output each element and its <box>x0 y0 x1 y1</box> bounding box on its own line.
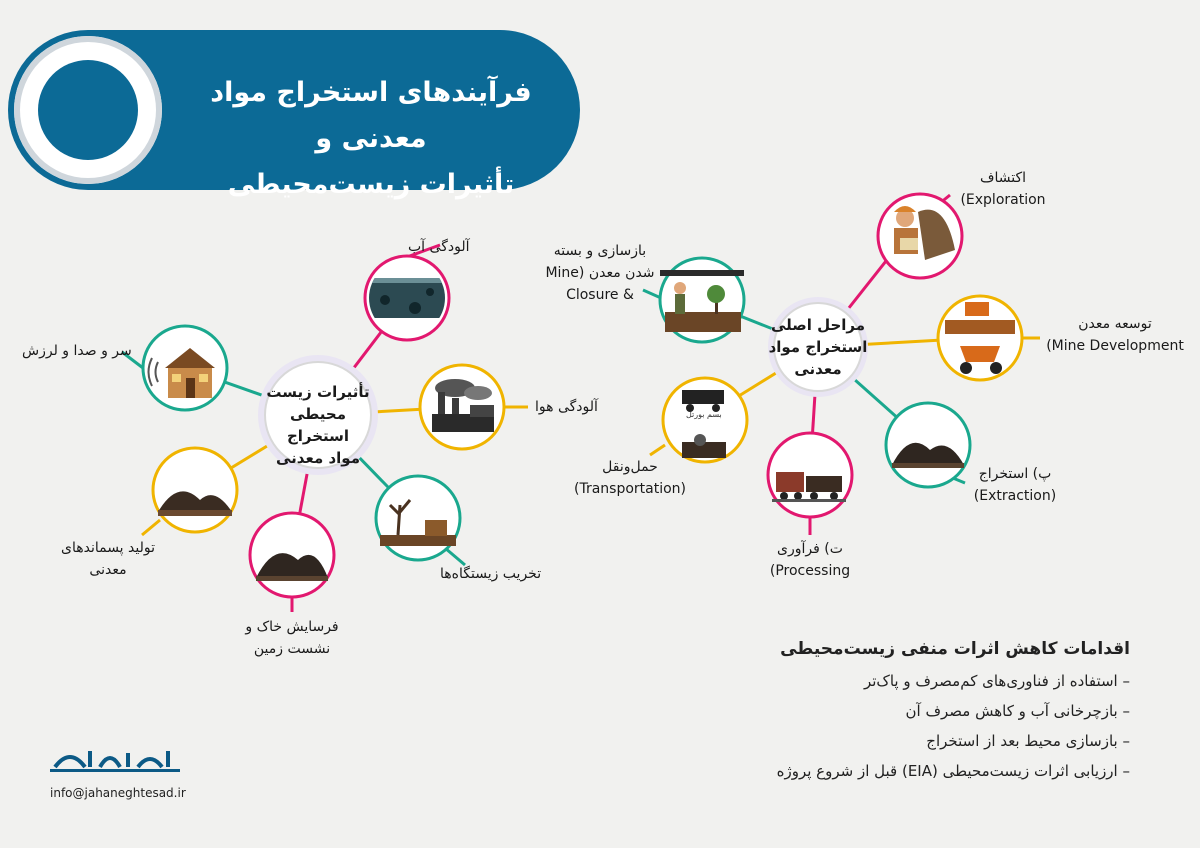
transportation-label-en: (Transportation) <box>573 481 686 497</box>
water-pollution-label: آلودگی آب <box>408 239 470 255</box>
impacts-hub-line-1: تأثیرات زیست <box>266 383 370 401</box>
impacts-hub-label <box>258 381 378 469</box>
erosion-node-ring <box>250 513 334 597</box>
mine-development-label <box>1040 313 1190 357</box>
extraction-node <box>886 403 970 487</box>
development-label-en: (Mine Development <box>1046 338 1184 354</box>
soil-erosion-label <box>232 616 352 660</box>
extraction-label-fa: پ) استخراج <box>978 466 1052 482</box>
closure-label-line-1: بازسازی و بسته <box>553 243 647 259</box>
mine-closure-node <box>660 258 744 342</box>
contact-email: info@jahaneghtesad.ir <box>50 786 186 800</box>
stages-hub-line-3: معدنی <box>794 360 842 378</box>
impacts-hub-line-3: مواد معدنی <box>276 449 360 467</box>
stages-hub-line-2: استخراج مواد <box>768 338 868 356</box>
mining-waste-node <box>153 448 237 532</box>
transportation-node <box>663 378 747 462</box>
title-line-1: فرآیندهای استخراج مواد معدنی و <box>210 77 532 154</box>
extraction-label <box>960 463 1070 507</box>
mining-waste-label <box>48 537 168 581</box>
extraction-node-ring <box>886 403 970 487</box>
habitat-destruction-label: تخریب زیستگاه‌ها <box>440 566 542 582</box>
processing-node <box>768 433 852 517</box>
stages-hub-label <box>768 314 868 380</box>
processing-label <box>750 538 870 582</box>
measures-item: – بازسازی محیط بعد از استخراج <box>926 732 1130 750</box>
waste-node-ring <box>153 448 237 532</box>
erosion-label-line-1: فرسایش خاک و <box>245 619 339 635</box>
exploration-label-fa: اکتشاف <box>979 170 1027 186</box>
noise-vibration-label: سر و صدا و لرزش <box>22 343 132 359</box>
mitigation-measures <box>690 632 1130 786</box>
air-pollution-label: آلودگی هوا <box>535 399 598 415</box>
water-pollution-node <box>365 256 449 340</box>
closure-label-line-3: Closure & <box>566 287 634 303</box>
extraction-label-en: (Extraction) <box>973 488 1057 504</box>
tail-waste <box>142 520 160 535</box>
brand-logo <box>50 745 180 781</box>
noise-vibration-node <box>143 326 227 410</box>
processing-label-en: (Processing <box>769 563 851 579</box>
measures-item: – بازچرخانی آب و کاهش مصرف آن <box>905 702 1130 720</box>
erosion-label-line-2: نشست زمین <box>253 641 331 657</box>
measures-title: اقدامات کاهش اثرات منفی زیست‌محیطی <box>780 639 1130 659</box>
waste-label-line-2: معدنی <box>89 562 127 578</box>
habitat-destruction-node <box>376 476 460 560</box>
mine-development-node <box>938 296 1022 380</box>
measures-item: – ارزیابی اثرات زیست‌محیطی (EIA) قبل از شروع پروژه <box>776 762 1130 780</box>
tail-transportation <box>650 445 665 455</box>
impacts-hub-line-2: محیطی استخراج <box>286 405 350 445</box>
development-label-fa: توسعه معدن <box>1078 316 1152 332</box>
soil-erosion-node <box>250 513 334 597</box>
measures-item: – استفاده از فناوری‌های کم‌مصرف و پاک‌تر <box>863 672 1130 690</box>
closure-label-line-2: شدن معدن (Mine <box>545 265 655 281</box>
title-line-2: تأثیرات زیست‌محیطی <box>227 169 515 200</box>
exploration-label <box>948 167 1058 211</box>
habitat-node-ring <box>376 476 460 560</box>
processing-label-fa: ت) فرآوری <box>777 541 843 557</box>
transportation-label-fa: حمل‌ونقل <box>602 459 658 475</box>
exploration-label-en: (Exploration <box>960 192 1046 208</box>
air-pollution-node <box>420 365 504 449</box>
polluted-water-icon <box>365 278 449 318</box>
transportation-label <box>565 456 695 500</box>
stages-hub-line-1: مراحل اصلی <box>770 316 866 334</box>
rail-car-caption: بسم بورتل <box>686 410 722 419</box>
waste-label-line-1: تولید پسماندهای <box>60 540 155 556</box>
mine-closure-label <box>540 240 660 306</box>
